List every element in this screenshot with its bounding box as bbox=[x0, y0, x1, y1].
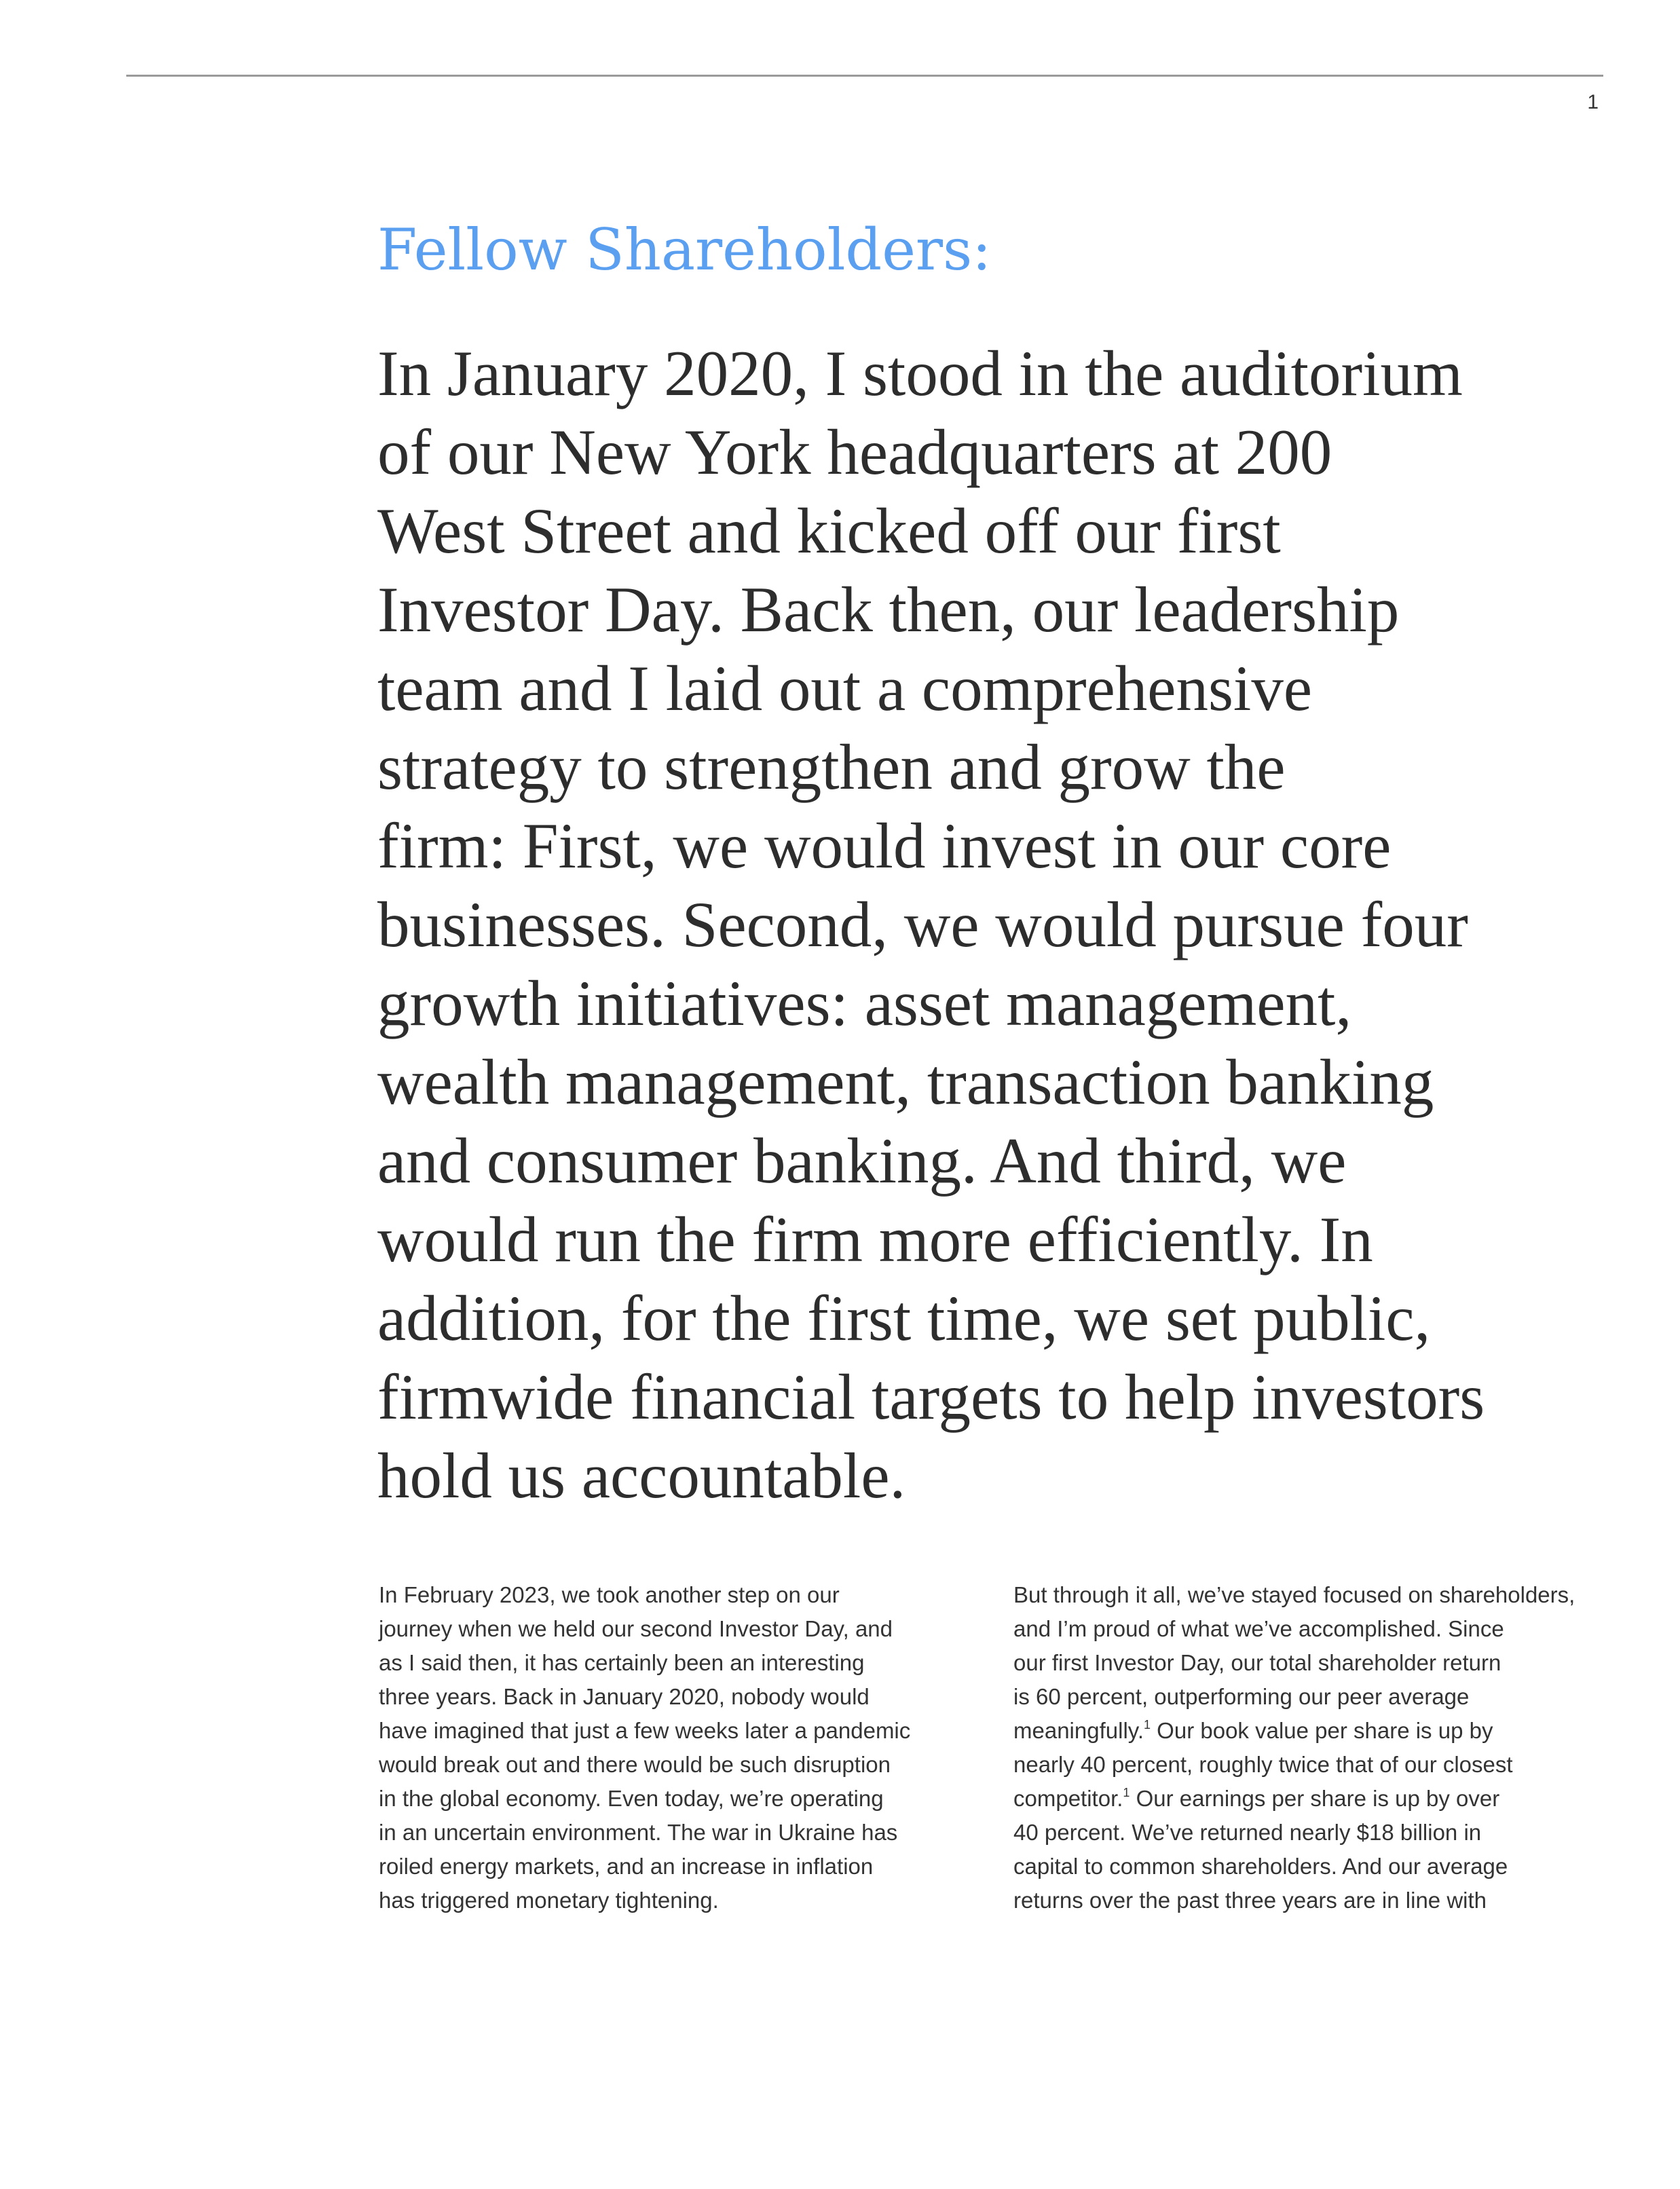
body-line: three years. Back in January 2020, nobody would bbox=[379, 1684, 870, 1709]
lead-line: West Street and kicked off our first bbox=[377, 495, 1281, 567]
header-rule bbox=[126, 75, 1603, 77]
lead-line: Investor Day. Back then, our leadership bbox=[377, 574, 1400, 646]
lead-line: team and I laid out a comprehensive bbox=[377, 652, 1312, 724]
body-line: and I’m proud of what we’ve accomplished. Since bbox=[1013, 1616, 1504, 1641]
body-line: returns over the past three years are in line with bbox=[1013, 1888, 1487, 1913]
body-line bbox=[1013, 1782, 1611, 1816]
body-line: our first Investor Day, our total shareholder return bbox=[1013, 1650, 1501, 1675]
lead-line: hold us accountable. bbox=[377, 1440, 906, 1512]
body-line: roiled energy markets, and an increase in inflation bbox=[379, 1854, 874, 1879]
lead-line: growth initiatives: asset management, bbox=[377, 967, 1352, 1039]
body-text: competitor. bbox=[1013, 1786, 1123, 1811]
body-column-left bbox=[379, 1578, 976, 1917]
body-line: in the global economy. Even today, we’re operating bbox=[379, 1786, 884, 1811]
body-line: nearly 40 percent, roughly twice that of our closest bbox=[1013, 1752, 1513, 1777]
lead-paragraph bbox=[377, 334, 1603, 1515]
lead-line: would run the firm more efficiently. In bbox=[377, 1203, 1373, 1275]
lead-line: addition, for the first time, we set public, bbox=[377, 1282, 1431, 1354]
body-text: meaningfully. bbox=[1013, 1718, 1144, 1743]
body-line: is 60 percent, outperforming our peer average bbox=[1013, 1684, 1470, 1709]
body-line: as I said then, it has certainly been an interesting bbox=[379, 1650, 865, 1675]
lead-line: businesses. Second, we would pursue four bbox=[377, 888, 1468, 960]
lead-line: wealth management, transaction banking bbox=[377, 1046, 1434, 1118]
body-line: has triggered monetary tightening. bbox=[379, 1888, 719, 1913]
body-line: 40 percent. We’ve returned nearly $18 billion in bbox=[1013, 1820, 1482, 1845]
lead-line: and consumer banking. And third, we bbox=[377, 1125, 1347, 1197]
body-line: In February 2023, we took another step on our bbox=[379, 1582, 840, 1607]
lead-line: strategy to strengthen and grow the bbox=[377, 731, 1286, 803]
body-column-right bbox=[1013, 1578, 1611, 1917]
body-line: have imagined that just a few weeks later a pandemic bbox=[379, 1718, 911, 1743]
body-line bbox=[1013, 1714, 1611, 1748]
footnote-marker[interactable]: 1 bbox=[1144, 1718, 1151, 1732]
body-line: would break out and there would be such disruption bbox=[379, 1752, 891, 1777]
salutation-heading: Fellow Shareholders: bbox=[377, 217, 992, 283]
page-number: 1 bbox=[1587, 91, 1599, 113]
lead-line: In January 2020, I stood in the auditorium bbox=[377, 337, 1463, 409]
body-text: Our earnings per share is up by over bbox=[1130, 1786, 1500, 1811]
body-line: in an uncertain environment. The war in Ukraine has bbox=[379, 1820, 898, 1845]
lead-line: firmwide financial targets to help investors bbox=[377, 1361, 1485, 1433]
lead-line: firm: First, we would invest in our core bbox=[377, 810, 1392, 882]
body-line: capital to common shareholders. And our average bbox=[1013, 1854, 1508, 1879]
body-line: journey when we held our second Investor Day, and bbox=[379, 1616, 893, 1641]
body-line: But through it all, we’ve stayed focused on shareholders, bbox=[1013, 1582, 1575, 1607]
body-text: Our book value per share is up by bbox=[1151, 1718, 1493, 1743]
lead-line: of our New York headquarters at 200 bbox=[377, 416, 1332, 488]
footnote-marker[interactable]: 1 bbox=[1123, 1786, 1130, 1799]
